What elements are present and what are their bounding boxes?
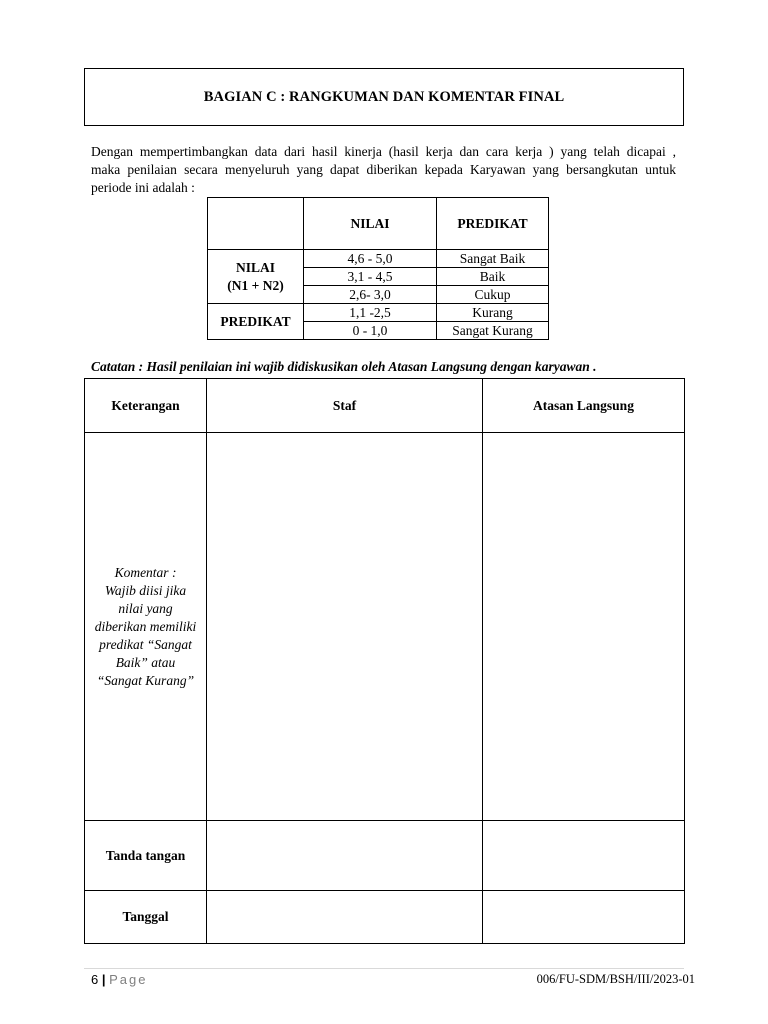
page-number [91,972,148,987]
signature-label: Tanda tangan [85,821,207,891]
score-header-nilai: NILAI [304,198,437,250]
komentar-line: Wajib diisi jika [104,582,187,598]
page-number-value: 6 [91,972,99,987]
score-predicate-cell: Baik [437,268,549,286]
comment-table [84,378,685,944]
comment-table-header [85,379,685,433]
score-predicate-cell: Cukup [437,286,549,304]
atasan-signature-field[interactable] [483,821,685,891]
staf-comment-field[interactable] [207,433,483,821]
score-label-nilai-line1: NILAI [235,259,275,275]
komentar-instructions [85,433,207,821]
atasan-comment-field[interactable] [483,433,685,821]
score-predicate-cell: Kurang [437,304,549,322]
table-row [208,304,549,322]
score-header-predikat: PREDIKAT [437,198,549,250]
score-range-cell: 1,1 -2,5 [304,304,437,322]
score-range-cell: 0 - 1,0 [304,322,437,340]
komentar-line: “Sangat Kurang” [96,672,195,688]
date-row [85,891,685,944]
score-predicate-cell: Sangat Kurang [437,322,549,340]
page-separator: | [101,972,106,987]
signature-row [85,821,685,891]
page-label: Page [109,972,148,987]
discussion-note: Catatan : Hasil penilaian ini wajib didiskusikan oleh Atasan Langsung dengan karyawan . [91,359,597,374]
komentar-line: diberikan memiliki [94,618,197,634]
score-label-nilai-line2: (N1 + N2) [227,277,284,293]
atasan-date-field[interactable] [483,891,685,944]
header-atasan-langsung: Atasan Langsung [483,379,685,433]
footer-divider [84,968,684,969]
section-title: BAGIAN C : RANGKUMAN DAN KOMENTAR FINAL [84,68,684,126]
header-keterangan: Keterangan [85,379,207,433]
score-table-header [208,198,549,250]
score-range-cell: 3,1 - 4,5 [304,268,437,286]
comment-row [85,433,685,821]
score-label-nilai [208,250,304,304]
score-predicate-cell: Sangat Baik [437,250,549,268]
komentar-line: Komentar : [114,564,177,580]
intro-line-2: maka penilaian secara menyeluruh yang dapat diberikan kepada Karyawan yang bersangkutan untuk [91,162,676,177]
score-table [207,197,549,340]
score-label-predikat: PREDIKAT [208,304,304,340]
intro-line-3: periode ini adalah : [91,180,195,195]
table-row [208,250,549,268]
score-range-cell: 2,6- 3,0 [304,286,437,304]
header-staf: Staf [207,379,483,433]
score-range-cell: 4,6 - 5,0 [304,250,437,268]
intro-line-1: Dengan mempertimbangkan data dari hasil kinerja (hasil kerja dan cara kerja ) yang telah dicapai , [91,144,676,159]
komentar-line: Baik” atau [115,654,176,670]
date-label: Tanggal [85,891,207,944]
staf-date-field[interactable] [207,891,483,944]
document-code: 006/FU-SDM/BSH/III/2023-01 [536,972,695,986]
intro-paragraph [91,143,676,197]
komentar-line: predikat “Sangat [99,636,192,652]
komentar-line: nilai yang [118,600,173,616]
staf-signature-field[interactable] [207,821,483,891]
score-header-empty [208,198,304,250]
